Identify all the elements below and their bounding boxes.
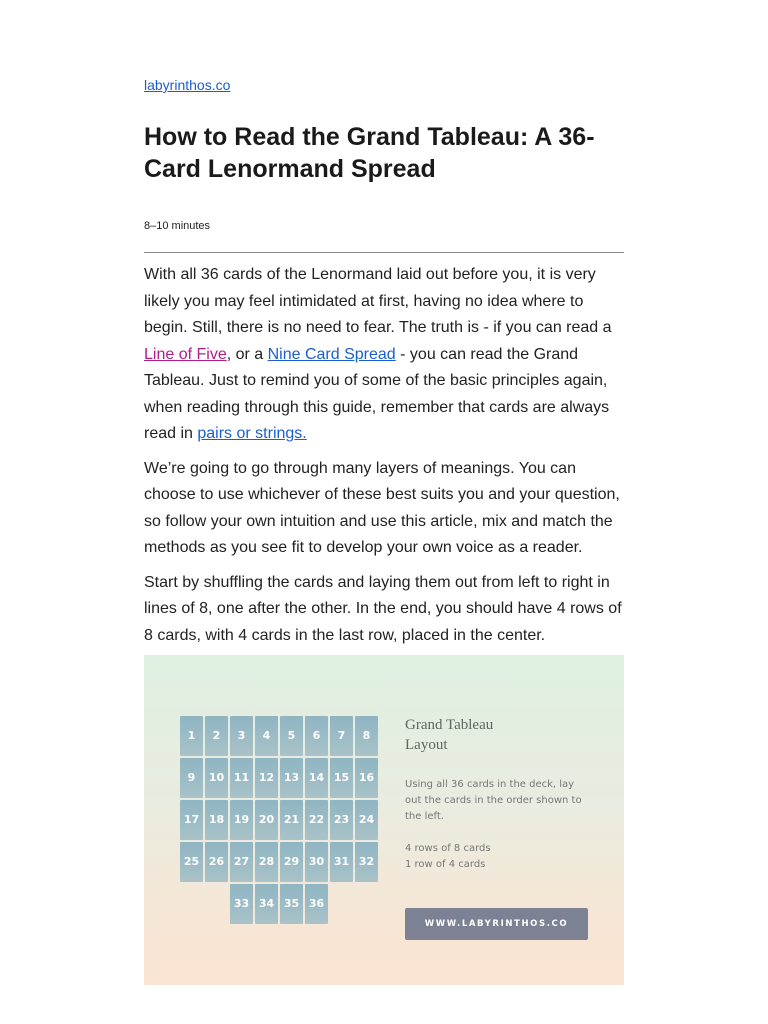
paragraph-1-text-b: , or a (226, 345, 268, 363)
nine-card-spread-link[interactable]: Nine Card Spread (267, 345, 396, 363)
card-32: 32 (355, 842, 378, 882)
card-5: 5 (280, 716, 303, 756)
figure-description-line-3: the left. (405, 811, 444, 822)
figure-title-line-1: Grand Tableau (405, 717, 494, 733)
card-22: 22 (305, 800, 328, 840)
figure-title (405, 715, 605, 755)
card-28: 28 (255, 842, 278, 882)
figure-caption (405, 715, 605, 873)
card-9: 9 (180, 758, 203, 798)
grand-tableau-figure (144, 655, 624, 985)
card-34: 34 (255, 884, 278, 924)
card-14: 14 (305, 758, 328, 798)
card-36: 36 (305, 884, 328, 924)
article-title: How to Read the Grand Tableau: A 36-Card Lenormand Spread (144, 123, 595, 183)
card-20: 20 (255, 800, 278, 840)
paragraph-2: We’re going to go through many layers of meanings. You can choose to use whichever of these best suits you and your question, so follow your own intuition and use this article, mix and match the methods as you see fit to develop your own voice as a reader. (144, 459, 620, 556)
figure-counts (405, 841, 605, 873)
card-16: 16 (355, 758, 378, 798)
card-29: 29 (280, 842, 303, 882)
card-17: 17 (180, 800, 203, 840)
card-18: 18 (205, 800, 228, 840)
card-13: 13 (280, 758, 303, 798)
figure-description (405, 777, 605, 825)
card-21: 21 (280, 800, 303, 840)
paragraph-3: Start by shuffling the cards and laying them out from left to right in lines of 8, one after the other. In the end, you should have 4 rows of 8 cards, with 4 cards in the last row, placed in the center. (144, 573, 622, 644)
card-3: 3 (230, 716, 253, 756)
figure-description-line-2: out the cards in the order shown to (405, 795, 582, 806)
card-35: 35 (280, 884, 303, 924)
card-24: 24 (355, 800, 378, 840)
paragraph-1-text-c: - you can read the Grand Tableau. Just to remind you of some of the basic principles again, when reading through this guide, remember that cards are always read in (144, 345, 610, 442)
card-19: 19 (230, 800, 253, 840)
figure-title-line-2: Layout (405, 737, 448, 753)
card-12: 12 (255, 758, 278, 798)
card-23: 23 (330, 800, 353, 840)
card-1: 1 (180, 716, 203, 756)
card-25: 25 (180, 842, 203, 882)
article-body (144, 262, 628, 657)
paragraph-1 (144, 262, 628, 448)
card-10: 10 (205, 758, 228, 798)
card-7: 7 (330, 716, 353, 756)
line-of-five-link[interactable]: Line of Five (144, 345, 227, 363)
figure-count-line-1: 4 rows of 8 cards (405, 843, 491, 854)
site-link[interactable]: labyrinthos.co (144, 77, 231, 93)
card-11: 11 (230, 758, 253, 798)
divider (144, 252, 624, 253)
card-8: 8 (355, 716, 378, 756)
card-30: 30 (305, 842, 328, 882)
figure-count-line-2: 1 row of 4 cards (405, 859, 486, 870)
card-15: 15 (330, 758, 353, 798)
card-27: 27 (230, 842, 253, 882)
card-26: 26 (205, 842, 228, 882)
card-33: 33 (230, 884, 253, 924)
card-2: 2 (205, 716, 228, 756)
figure-description-line-1: Using all 36 cards in the deck, lay (405, 779, 575, 790)
reading-time: 8–10 minutes (144, 220, 211, 232)
pairs-or-strings-link[interactable]: pairs or strings. (197, 425, 307, 442)
card-6: 6 (305, 716, 328, 756)
card-31: 31 (330, 842, 353, 882)
paragraph-1-text-a: With all 36 cards of the Lenormand laid out before you, it is very likely you may feel intimidated at first, having no idea where to begin. Still, there is no need to fear. The truth is - if you can read a (144, 266, 612, 336)
card-grid (180, 716, 380, 926)
labyrinthos-website-button[interactable]: WWW.LABYRINTHOS.CO (405, 908, 588, 940)
card-4: 4 (255, 716, 278, 756)
